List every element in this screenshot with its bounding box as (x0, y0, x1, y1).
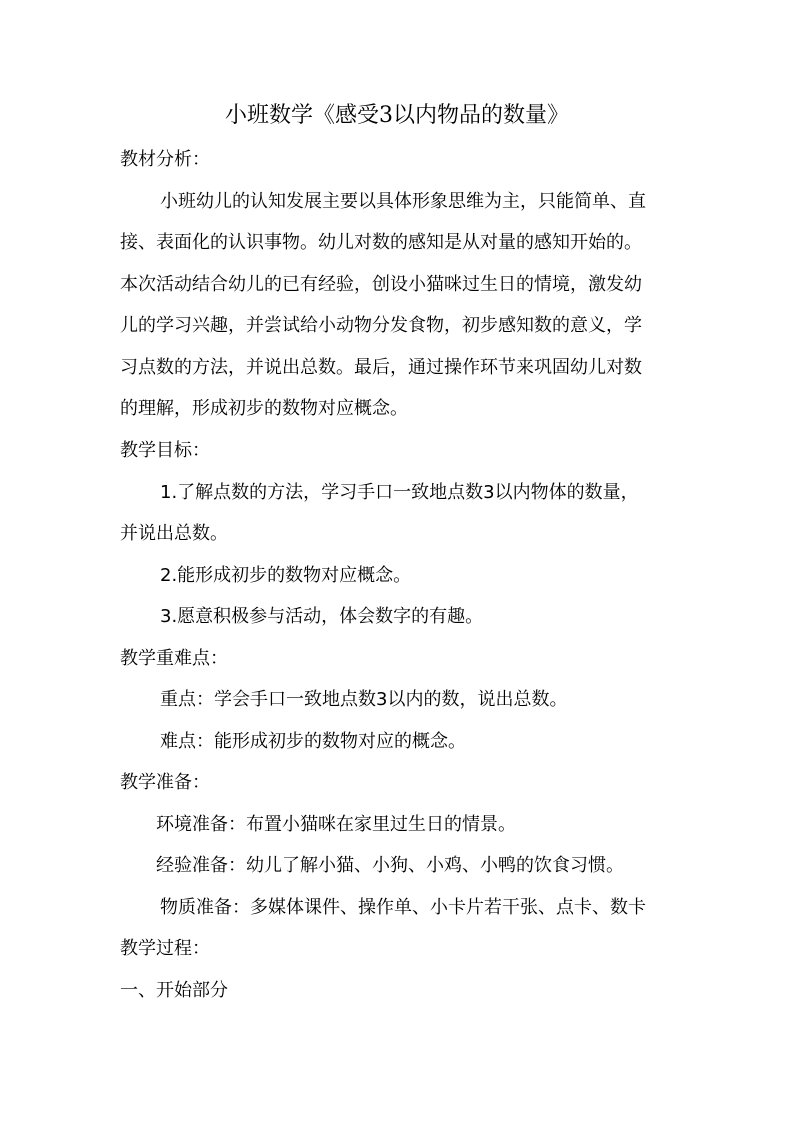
paragraph-line: 本次活动结合幼儿的已有经验，创设小猫咪过生日的情境，激发幼 (120, 274, 642, 295)
document-title: 小班数学《感受3以内物品的数量》 (225, 103, 569, 128)
section-heading-materials-analysis: 教材分析： (120, 149, 210, 170)
section-heading-preparation: 教学准备： (120, 772, 210, 793)
preparation-materials: 物质准备：多媒体课件、操作单、小卡片若干张、点卡、数卡 (160, 897, 646, 918)
goal-item-3: 3.愿意积极参与活动，体会数字的有趣。 (160, 606, 484, 627)
preparation-environment: 环境准备：布置小猫咪在家里过生日的情景。 (156, 814, 516, 835)
difficult-point-item: 难点：能形成初步的数物对应的概念。 (160, 731, 466, 752)
paragraph-line: 接、表面化的认识事物。幼儿对数的感知是从对量的感知开始的。 (120, 232, 642, 253)
paragraph-line: 习点数的方法，并说出总数。最后，通过操作环节来巩固幼儿对数 (120, 357, 642, 378)
paragraph-line: 的理解，形成初步的数物对应概念。 (120, 398, 408, 419)
section-heading-key-points: 教学重难点： (120, 648, 228, 669)
section-heading-teaching-process: 教学过程： (120, 938, 210, 959)
section-heading-opening-part: 一、开始部分 (120, 980, 228, 1001)
goal-item-1: 1.了解点数的方法，学习手口一致地点数3以内物体的数量， (160, 482, 639, 503)
preparation-experience: 经验准备：幼儿了解小猫、小狗、小鸡、小鸭的饮食习惯。 (156, 855, 624, 876)
section-heading-teaching-goals: 教学目标： (120, 440, 210, 461)
paragraph-line: 小班幼儿的认知发展主要以具体形象思维为主，只能简单、直 (160, 191, 646, 212)
goal-item-2: 2.能形成初步的数物对应概念。 (160, 565, 412, 586)
paragraph-line: 儿的学习兴趣，并尝试给小动物分发食物，初步感知数的意义，学 (120, 315, 642, 336)
goal-item-1-continued: 并说出总数。 (120, 523, 228, 544)
key-point-item: 重点：学会手口一致地点数3以内的数，说出总数。 (160, 689, 568, 710)
